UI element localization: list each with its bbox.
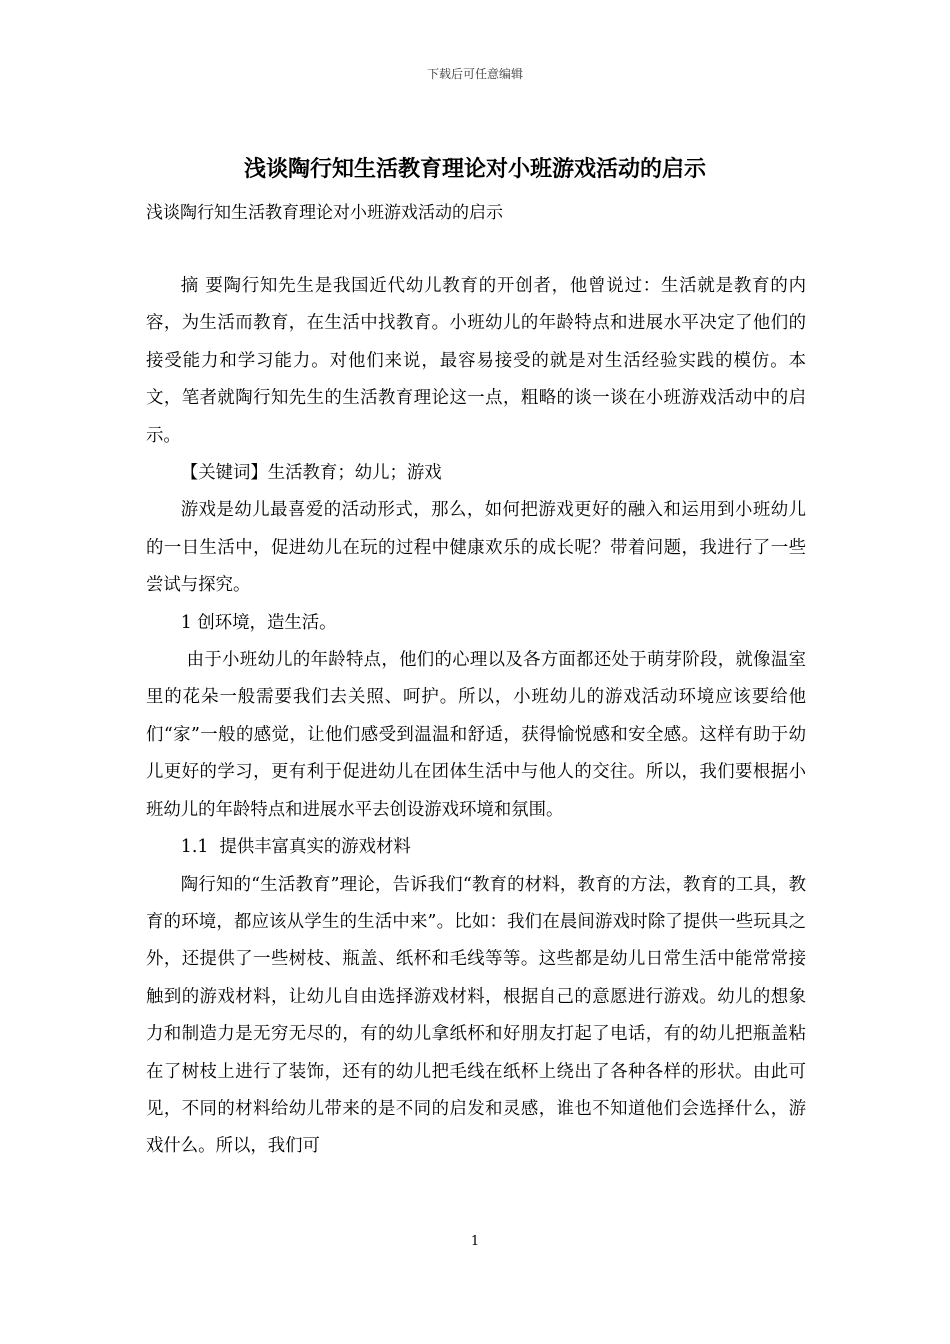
section-heading-1: 1 创环境，造生活。 [180, 612, 337, 633]
subsection-heading-1-1: 1.1 提供丰富真实的游戏材料 [180, 837, 411, 858]
document-subtitle: 浅谈陶行知生活教育理论对小班游戏活动的启示 [146, 203, 503, 223]
document-body [146, 268, 806, 1166]
intro-paragraph: 游戏是幼儿最喜爱的活动形式，那么，如何把游戏更好的融入和运用到小班幼儿的一日生活中，促进幼儿在玩的过程中健康欢乐的成长呢？带着问题，我进行了一些尝试与探究。 [146, 500, 806, 596]
abstract-paragraph: 摘 要陶行知先生是我国近代幼儿教育的开创者，他曾说过：生活就是教育的内容，为生活而教育，在生活中找教育。小班幼儿的年龄特点和进展水平决定了他们的接受能力和学习能力。对他们来说，最容易接受的就是对生活经验实践的模仿。本文，笔者就陶行知先生的生活教育理论这一点，粗略的谈一谈在小班游戏活动中的启示。 [146, 276, 806, 446]
header-note: 下载后可任意编辑 [426, 67, 523, 81]
keywords-paragraph: 【关键词】生活教育；幼儿；游戏 [180, 463, 442, 484]
subsection-1-1-paragraph: 陶行知的“生活教育”理论，告诉我们“教育的材料，教育的方法，教育的工具，教育的环境，都应该从学生的生活中来”。比如：我们在晨间游戏时除了提供一些玩具之外，还提供了一些树枝、瓶盖、纸杯和毛线等等。这些都是幼儿日常生活中能常常接触到的游戏材料，让幼儿自由选择游戏材料，根据自己的意愿进行游戏。幼儿的想象力和制造力是无穷无尽的，有的幼儿拿纸杯和好朋友打起了电话，有的幼儿把瓶盖粘在了树枝上进行了装饰，还有的幼儿把毛线在纸杯上绕出了各种各样的形状。由此可见，不同的材料给幼儿带来的是不同的启发和灵感，谁也不知道他们会选择什么，游戏什么。所以，我们可 [146, 874, 806, 1157]
document-title: 浅谈陶行知生活教育理论对小班游戏活动的启示 [243, 156, 706, 182]
page-number: 1 [470, 1234, 480, 1249]
section-1-paragraph: 由于小班幼儿的年龄特点，他们的心理以及各方面都还处于萌芽阶段，就像温室里的花朵一般需要我们去关照、呵护。所以，小班幼儿的游戏活动环境应该要给他们“家”一般的感觉，让他们感受到温温和舒适，获得愉悦感和安全感。这样有助于幼儿更好的学习，更有利于促进幼儿在团体生活中与他人的交往。所以，我们要根据小班幼儿的年龄特点和进展水平去创设游戏环境和氛围。 [146, 650, 806, 820]
